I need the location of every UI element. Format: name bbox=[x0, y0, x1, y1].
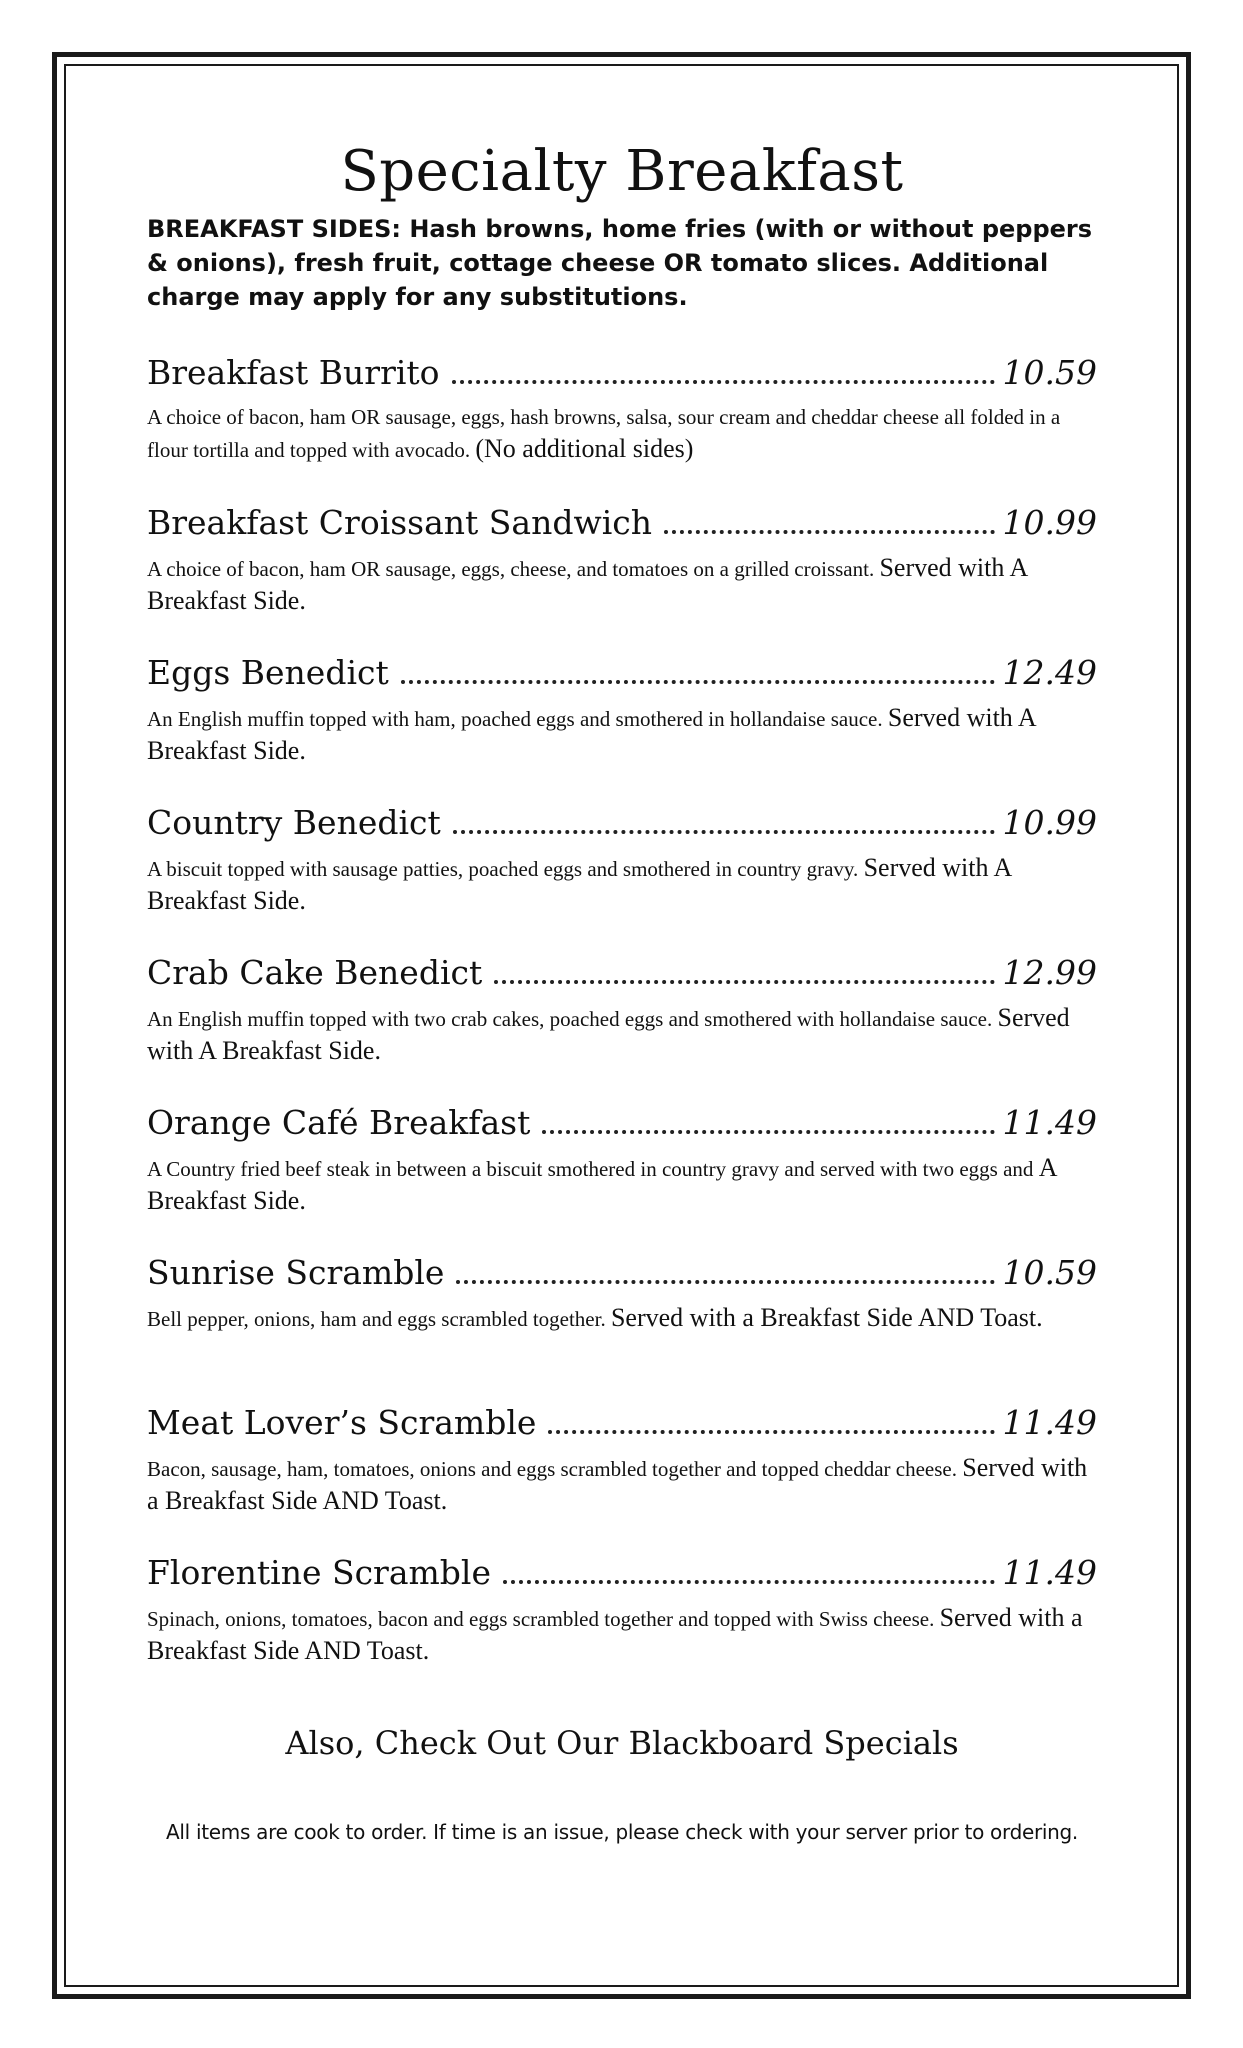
menu-item-header bbox=[147, 1252, 1097, 1294]
menu-item-price: 11.49 bbox=[1002, 1103, 1097, 1143]
menu-item-desc-text: Spinach, onions, tomatoes, bacon and eggs scrambled together and topped with Swiss cheese. bbox=[147, 1607, 940, 1632]
menu-item-description bbox=[147, 552, 1097, 618]
menu-item-name: Orange Café Breakfast bbox=[147, 1103, 531, 1143]
menu-item-header bbox=[147, 502, 1097, 544]
menu-item bbox=[147, 1552, 1097, 1702]
dot-leader bbox=[494, 980, 994, 984]
menu-item-note: A Breakfast Side. bbox=[147, 1153, 1057, 1216]
menu-item bbox=[147, 652, 1097, 802]
menu-item-desc-text: Bell pepper, onions, ham and eggs scrambled together. bbox=[147, 1307, 611, 1332]
menu-item-header bbox=[147, 1402, 1097, 1444]
menu-item-price: 12.99 bbox=[1002, 953, 1097, 993]
menu-item-name: Sunrise Scramble bbox=[147, 1253, 445, 1293]
menu-item-name: Breakfast Burrito bbox=[147, 353, 440, 393]
dot-leader bbox=[456, 1280, 994, 1284]
menu-item-description bbox=[147, 1452, 1097, 1518]
menu-item-description bbox=[147, 1002, 1097, 1068]
menu-item-description bbox=[147, 702, 1097, 768]
menu-item-desc-text: A biscuit topped with sausage patties, poached eggs and smothered in country gravy. bbox=[147, 857, 864, 882]
menu-item bbox=[147, 952, 1097, 1102]
menu-item-name: Breakfast Croissant Sandwich bbox=[147, 503, 652, 543]
menu-item-note: Served with A Breakfast Side. bbox=[147, 553, 1027, 616]
dot-leader bbox=[503, 1580, 995, 1584]
menu-item-header bbox=[147, 802, 1097, 844]
menu-item-header bbox=[147, 1552, 1097, 1594]
menu-item-note: Served with A Breakfast Side. bbox=[147, 853, 1011, 916]
menu-title: Specialty Breakfast bbox=[340, 139, 904, 204]
menu-item-description bbox=[147, 852, 1097, 918]
menu-item-header bbox=[147, 1102, 1097, 1144]
menu-item-note: Served with a Breakfast Side AND Toast. bbox=[147, 1453, 1088, 1516]
menu-item-price: 10.59 bbox=[1002, 353, 1097, 393]
menu-item-name: Florentine Scramble bbox=[147, 1553, 492, 1593]
menu-item bbox=[147, 802, 1097, 952]
menu-item bbox=[147, 1402, 1097, 1552]
menu-item-description bbox=[147, 1602, 1097, 1668]
menu-item-note: Served with A Breakfast Side. bbox=[147, 703, 1036, 766]
menu-item-description bbox=[147, 1152, 1097, 1218]
menu-item-name: Country Benedict bbox=[147, 803, 441, 843]
dot-leader bbox=[452, 380, 995, 384]
menu-item-name: Eggs Benedict bbox=[147, 653, 389, 693]
menu-item bbox=[147, 1102, 1097, 1252]
menu-item-desc-text: An English muffin topped with ham, poached eggs and smothered in hollandaise sauce. bbox=[147, 707, 888, 732]
menu-item-desc-text: A choice of bacon, ham OR sausage, eggs, cheese, and tomatoes on a grilled croissant. bbox=[147, 557, 880, 582]
dot-leader bbox=[664, 530, 995, 534]
menu-item-price: 12.49 bbox=[1002, 653, 1097, 693]
menu-item bbox=[147, 352, 1097, 502]
blackboard-specials-note: Also, Check Out Our Blackboard Specials bbox=[285, 1724, 959, 1763]
menu-item-price: 10.59 bbox=[1002, 1253, 1097, 1293]
menu-item-desc-text: A choice of bacon, ham OR sausage, eggs, hash browns, salsa, sour cream and cheddar cheese all folded in a flour tortilla and topped with avocado. bbox=[147, 405, 1061, 463]
dot-leader bbox=[401, 680, 995, 684]
menu-item-desc-text: Bacon, sausage, ham, tomatoes, onions and eggs scrambled together and topped cheddar cheese. bbox=[147, 1457, 963, 1482]
dot-leader bbox=[548, 1430, 994, 1434]
footer-note: All items are cook to order. If time is an issue, please check with your server prior to ordering. bbox=[166, 1820, 1078, 1845]
menu-item-header bbox=[147, 352, 1097, 394]
menu-item-note: Served with a Breakfast Side AND Toast. bbox=[610, 1303, 1043, 1333]
menu-item bbox=[147, 1252, 1097, 1402]
breakfast-sides-note: BREAKFAST SIDES: Hash browns, home fries (with or without peppers & onions), fresh fruit, cottage cheese OR tomato slices. Additional charge may apply for any substitutions. bbox=[147, 215, 1093, 312]
menu-content bbox=[147, 140, 1097, 1844]
menu-item-description bbox=[147, 1302, 1097, 1335]
menu-item-name: Meat Lover’s Scramble bbox=[147, 1403, 537, 1443]
menu-item-note: Served with a Breakfast Side AND Toast. bbox=[147, 1603, 1083, 1666]
menu-item-header bbox=[147, 952, 1097, 994]
menu-item-header bbox=[147, 652, 1097, 694]
menu-item-price: 10.99 bbox=[1002, 803, 1097, 843]
menu-item-name: Crab Cake Benedict bbox=[147, 953, 483, 993]
menu-item-price: 10.99 bbox=[1002, 503, 1097, 543]
menu-item-description bbox=[147, 402, 1097, 466]
dot-leader bbox=[542, 1130, 994, 1134]
menu-item-note: Served with A Breakfast Side. bbox=[147, 1003, 1070, 1066]
menu-item-desc-text: A Country fried beef steak in between a biscuit smothered in country gravy and served with two eggs and bbox=[147, 1157, 1039, 1182]
dot-leader bbox=[453, 830, 995, 834]
menu-item-desc-text: An English muffin topped with two crab cakes, poached eggs and smothered with hollandaise sauce. bbox=[147, 1007, 998, 1032]
menu-item-price: 11.49 bbox=[1002, 1553, 1097, 1593]
menu-item-price: 11.49 bbox=[1002, 1403, 1097, 1443]
menu-item-note: (No additional sides) bbox=[475, 434, 694, 464]
menu-item bbox=[147, 502, 1097, 652]
